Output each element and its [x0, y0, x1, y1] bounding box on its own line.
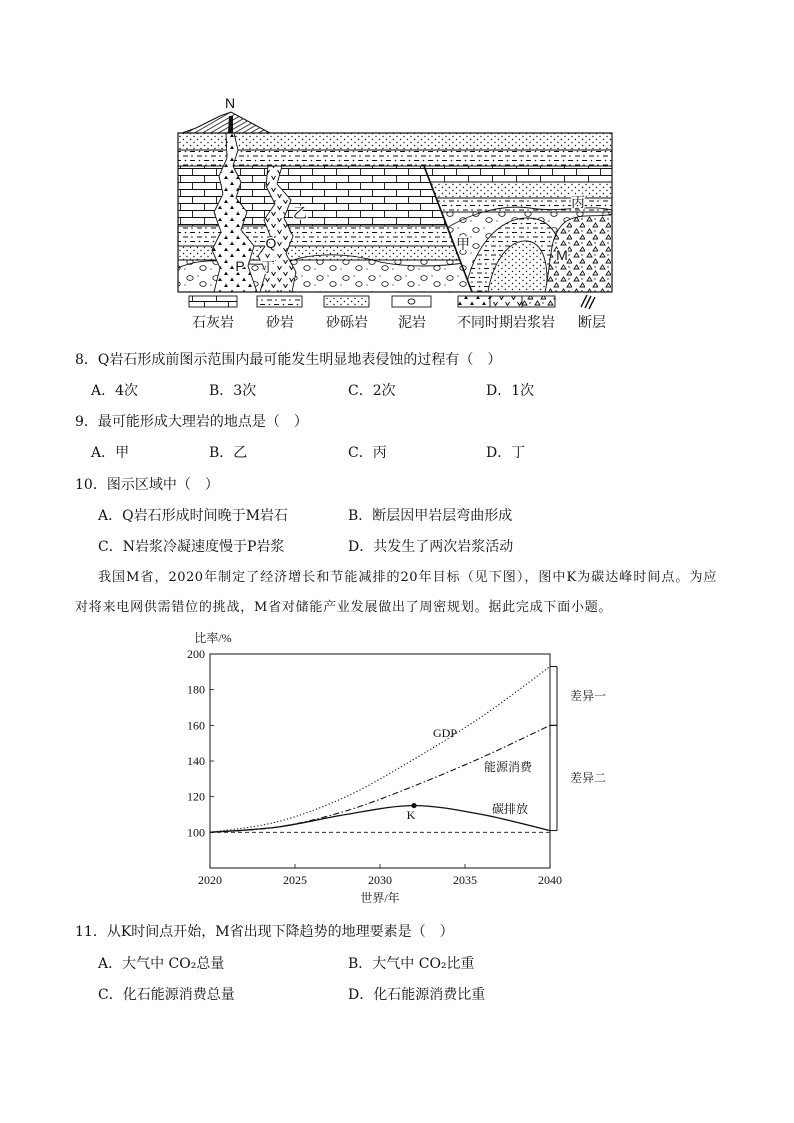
x-tick-label: 2035: [453, 873, 477, 887]
question-10-option-b: B．断层因甲岩层弯曲形成: [348, 508, 513, 524]
annotation-k-label: K: [406, 808, 416, 822]
question-9-option-d: D．丁: [486, 445, 526, 461]
bracket-label-difference-2: 差异二: [569, 770, 607, 785]
legend-label-gravel: 砂砾岩: [326, 314, 368, 330]
legend-mudstone-swatch: [392, 296, 431, 307]
legend-fault-symbol: [581, 295, 595, 309]
question-9-option-a: A．甲: [91, 445, 130, 461]
question-9-option-c: C．丙: [348, 445, 387, 461]
label-m: M: [556, 247, 568, 263]
top-sandstone-layer: [178, 150, 612, 166]
label-p: P: [235, 258, 245, 274]
legend-label-igneous: 不同时期岩浆岩: [457, 314, 555, 330]
label-q: Q: [265, 235, 277, 251]
y-tick-label: 120: [187, 789, 205, 804]
legend-igneous-swatch-2: [490, 296, 522, 307]
y-tick-label: 180: [187, 682, 205, 697]
right-limestone-layer: [420, 166, 612, 182]
upper-strata: [178, 133, 612, 166]
question-11-option-d: D．化石能源消费比重: [348, 987, 486, 1003]
legend-label-limestone: 石灰岩: [192, 314, 234, 330]
geology-diagram: [175, 95, 620, 335]
question-8-option-a: A．4次: [91, 383, 139, 399]
question-11-option-c: C．化石能源消费总量: [98, 987, 235, 1003]
diagram-legend: [189, 295, 606, 330]
series-label-gdp: GDP: [432, 726, 458, 740]
label-yi: 乙: [293, 205, 307, 221]
legend-label-fault: 断层: [578, 314, 606, 330]
y-tick-label: 200: [187, 647, 205, 661]
label-ding: 丁: [261, 259, 275, 275]
x-tick-label: 2020: [198, 873, 222, 887]
x-axis-title: 世界/年: [360, 891, 400, 905]
label-bing: 丙: [571, 194, 585, 210]
x-tick-label: 2030: [368, 873, 392, 887]
question-11-option-b: B．大气中 CO₂比重: [348, 956, 475, 972]
question-10-option-c: C．N岩浆冷凝速度慢于P岩浆: [98, 539, 285, 555]
passage-line-1: 我国M省，2020年制定了经济增长和节能减排的20年目标（见下图），图中K为碳达峰时间点。为应: [98, 570, 717, 585]
legend-igneous-swatch-1: [458, 296, 490, 307]
question-8-stem: 8．Q岩石形成前图示范围内最可能发生明显地表侵蚀的过程有（ ）: [75, 352, 502, 368]
y-tick-label: 140: [187, 754, 205, 768]
label-jia: 甲: [456, 236, 470, 252]
question-8-option-b: B．3次: [209, 383, 257, 399]
question-9-option-b: B．乙: [209, 445, 248, 461]
label-n: N: [224, 95, 236, 111]
question-8-option-d: D．1次: [486, 383, 535, 399]
y-tick-label: 100: [187, 825, 205, 840]
y-axis-title: 比率/%: [194, 631, 232, 645]
y-tick-label: 160: [187, 718, 205, 733]
legend-label-mudstone: 泥岩: [398, 314, 426, 330]
question-9-stem: 9．最可能形成大理岩的地点是（ ）: [75, 414, 308, 430]
top-gravel-layer: [178, 133, 612, 150]
series-label-carbon: 碳排放: [491, 802, 529, 816]
volcano-cone: [182, 112, 270, 133]
line-chart: [180, 628, 620, 908]
legend-gravel-swatch: [324, 296, 369, 307]
legend-igneous-swatch-3: [522, 296, 555, 307]
series-label-energy: 能源消费: [483, 760, 533, 774]
question-10-option-d: D．共发生了两次岩浆活动: [348, 539, 514, 555]
question-8-option-c: C．2次: [348, 383, 396, 399]
question-11-option-a: A．大气中 CO₂总量: [98, 956, 225, 972]
question-11-stem: 11．从K时间点开始，M省出现下降趋势的地理要素是（ ）: [75, 924, 454, 940]
legend-label-sandstone: 砂岩: [266, 314, 294, 330]
x-tick-label: 2025: [283, 873, 307, 887]
question-10-option-a: A．Q岩石形成时间晚于M岩石: [98, 508, 288, 524]
passage-line-2: 对将来电网供需错位的挑战，M省对储能产业发展做出了周密规划。据此完成下面小题。: [75, 600, 612, 615]
legend-limestone-swatch: [189, 296, 237, 307]
legend-sandstone-swatch: [257, 296, 302, 307]
question-10-stem: 10．图示区域中（ ）: [75, 477, 219, 493]
series-line-1: [210, 725, 550, 832]
x-tick-label: 2040: [538, 873, 562, 887]
bracket-label-difference-1: 差异一: [569, 688, 607, 703]
